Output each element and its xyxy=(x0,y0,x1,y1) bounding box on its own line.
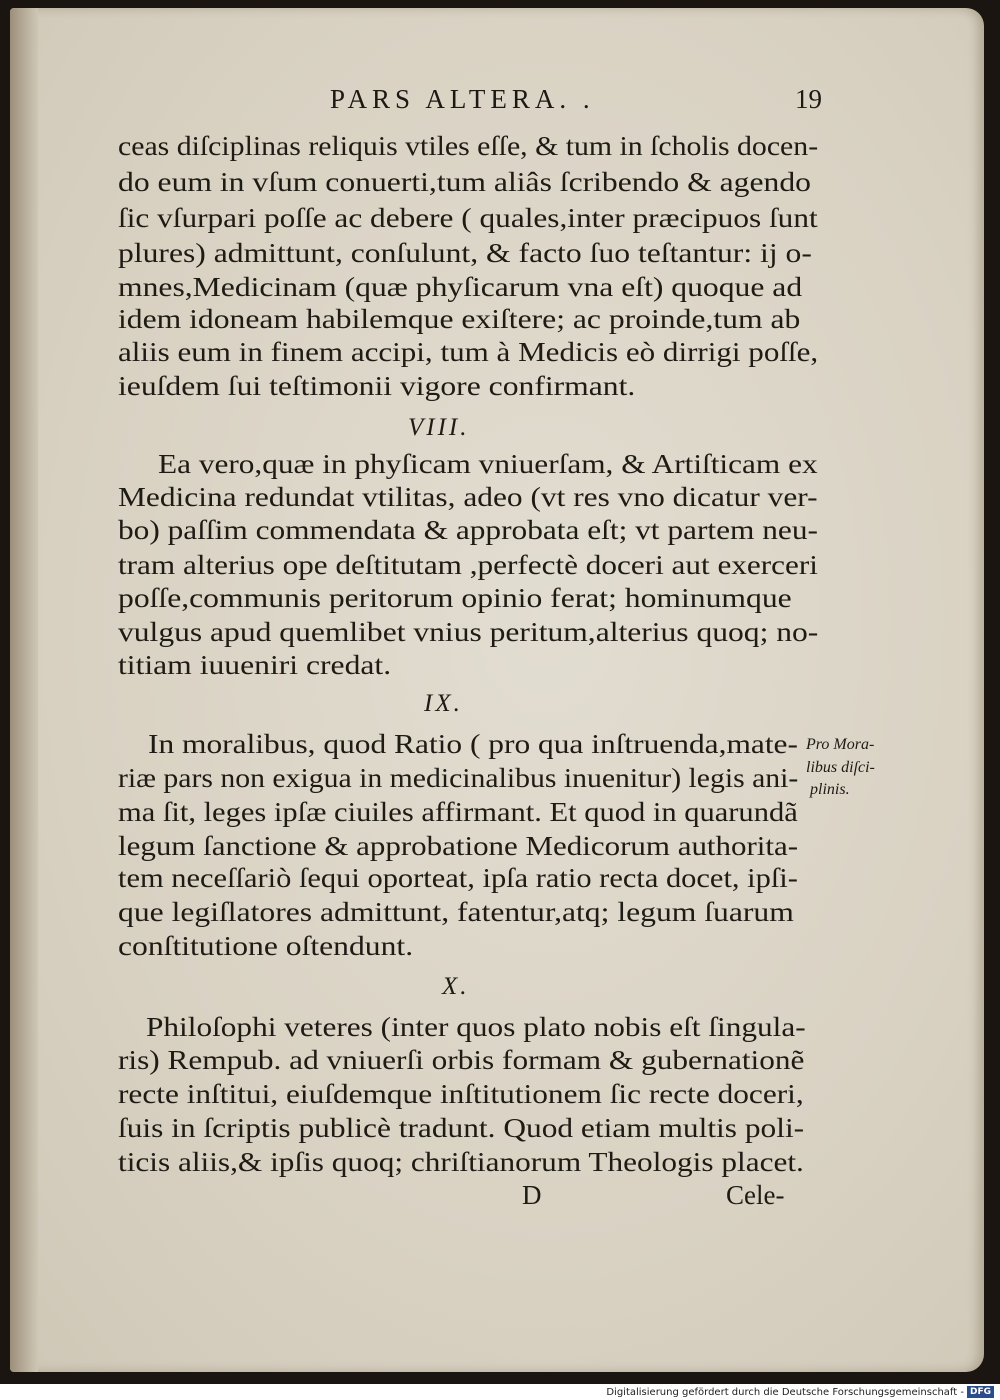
marginal-note-line: plinis. xyxy=(810,781,850,798)
running-title: PARS ALTERA. . xyxy=(330,84,595,114)
text-line: ceas diſciplinas reliquis vtiles eſſe, & tum in ſcholis docen- xyxy=(118,130,819,161)
signature-mark: D xyxy=(522,1180,542,1210)
text-line: bo) paſſim commendata & approbata eſt; vt partem neu- xyxy=(118,514,818,545)
dfg-logo: DFG xyxy=(967,1386,994,1398)
text-line: Ea vero,quæ in phyſicam vniuerſam, & Artiſticam ex xyxy=(158,448,818,479)
text-line: Medicina redundat vtilitas, adeo (vt res vno dicatur ver- xyxy=(118,481,818,512)
section-numeral-10: X. xyxy=(442,973,470,1000)
footer-text: Digitalisierung gefördert durch die Deutsche Forschungsgemeinschaft - xyxy=(606,1386,964,1398)
text-line: legum ſanctione & approbatione Medicorum authorita- xyxy=(118,830,799,861)
text-line: poſſe,communis peritorum opinio ferat; hominumque xyxy=(118,582,792,613)
text-line: tram alterius ope deſtitutam ,perfectè doceri aut exerceri xyxy=(118,549,818,580)
section-numeral-9: IX. xyxy=(424,690,463,717)
text-line: aliis eum in finem accipi, tum à Medicis eò dirrigi poſſe, xyxy=(118,336,819,367)
section-numeral-8: VIII. xyxy=(408,414,470,441)
marginal-note-line: Pro Mora- xyxy=(806,736,875,753)
running-header xyxy=(330,84,830,118)
text-line: plures) admittunt, conſulunt, & facto ſuo teſtantur: ij o- xyxy=(118,237,812,268)
text-line: titiam iuueniri credat. xyxy=(118,649,392,680)
text-line: Philoſophi veteres (inter quos plato nobis eſt ſingula- xyxy=(146,1011,806,1042)
text-line: ſuis in ſcriptis publicè tradunt. Quod etiam multis poli- xyxy=(118,1112,805,1143)
page-gutter xyxy=(10,8,38,1372)
text-line: ticis aliis,& ipſis quoq; chriſtianorum Theologis placet. xyxy=(118,1146,804,1177)
marginal-note-line: libus diſci- xyxy=(806,759,875,776)
text-line: do eum in vſum conuerti,tum aliâs ſcribendo & agendo xyxy=(118,166,811,197)
catchword: Cele- xyxy=(726,1180,785,1210)
text-line: recte inſtitui, eiuſdemque inſtitutionem ſic recte doceri, xyxy=(118,1078,804,1109)
text-line: riæ pars non exigua in medicinalibus inuenitur) legis ani- xyxy=(118,762,799,793)
text-line: ma ſit, leges ipſæ ciuiles affirmant. Et quod in quarundã xyxy=(118,796,798,827)
text-line: ris) Rempub. ad vniuerſi orbis formam & gubernationẽ xyxy=(118,1044,805,1075)
text-line: ieuſdem ſui teſtimonii vigore confirmant. xyxy=(118,370,636,401)
text-line: mnes,Medicinam (quæ phyſicarum vna eſt) quoque ad xyxy=(118,271,803,302)
text-line: ſic vſurpari poſſe ac debere ( quales,inter præcipuos ſunt xyxy=(118,202,818,233)
page-number: 19 xyxy=(795,84,822,114)
text-line: conſtitutione oſtendunt. xyxy=(118,930,414,961)
text-line: In moralibus, quod Ratio ( pro qua inſtruenda,mate- xyxy=(148,728,798,759)
text-line: idem idoneam habilemque exiſtere; ac proinde,tum ab xyxy=(118,303,801,334)
text-line: tem neceſſariò ſequi oporteat, ipſa ratio recta docet, ipſi- xyxy=(118,862,798,893)
digitization-footer xyxy=(606,1384,994,1400)
text-line: que legiſlatores admittunt, fatentur,atq; legum ſuarum xyxy=(118,896,794,927)
text-line: vulgus apud quemlibet vnius peritum,alterius quoq; no- xyxy=(118,616,819,647)
